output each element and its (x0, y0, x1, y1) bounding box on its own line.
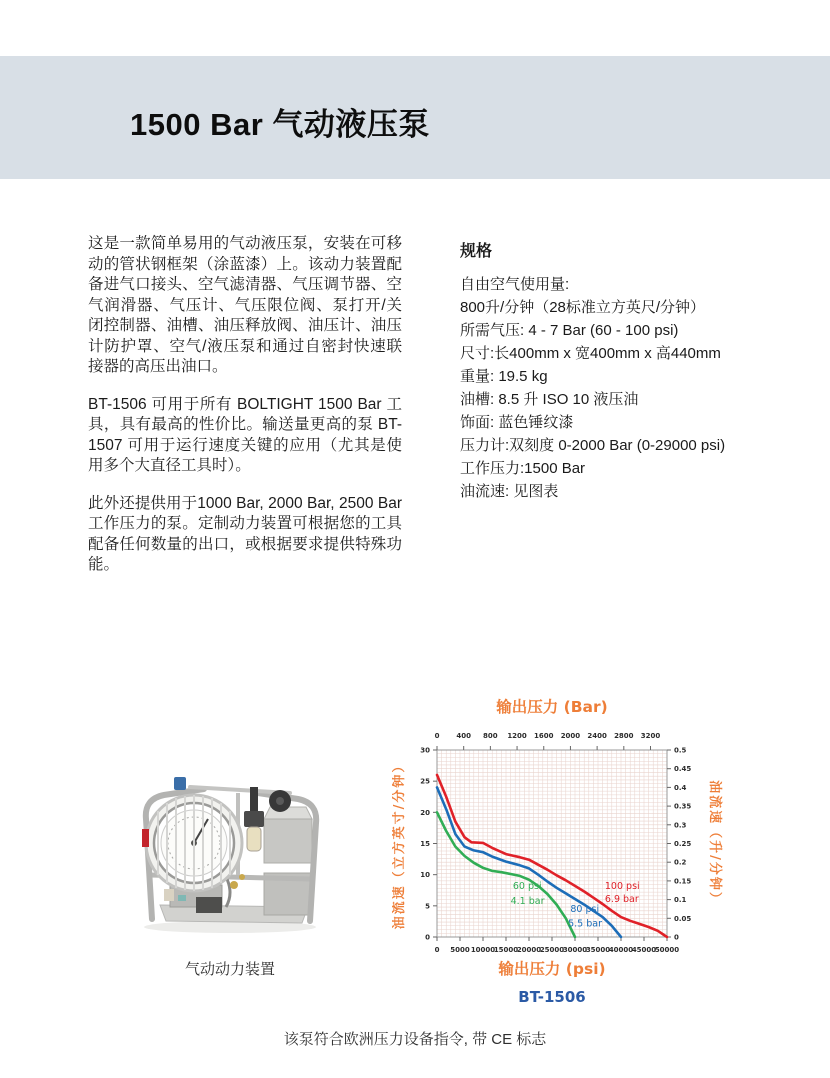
bottom-tick-label: 25000 (539, 946, 565, 954)
bottom-tick-label: 10000 (470, 946, 496, 954)
product-photo (130, 756, 330, 936)
spec-line: 工作压力:1500 Bar (460, 460, 586, 477)
top-tick-label: 3200 (640, 732, 661, 740)
bottom-tick-label: 35000 (585, 946, 611, 954)
bottom-tick-label: 45000 (631, 946, 657, 954)
header-band (0, 56, 830, 179)
curve-label: 100 psi (604, 881, 640, 893)
flow-chart (392, 690, 742, 1012)
right-tick-label: 0.2 (674, 858, 687, 867)
curve-label: 5.5 bar (568, 918, 602, 930)
specs-heading: 规格 (460, 243, 493, 260)
spec-line: 自由空气使用量: (460, 276, 570, 293)
top-tick-label: 1600 (534, 732, 554, 740)
specs-column (460, 238, 750, 503)
top-tick-label: 2000 (560, 732, 581, 740)
top-axis-title: 输出压力 (Bar) (496, 698, 608, 716)
spec-line: 压力计:双刻度 0-2000 Bar (0-29000 psi) (460, 437, 726, 454)
right-tick-label: 0.35 (674, 802, 692, 811)
page-title: 1500 Bar 气动液压泵 (130, 107, 430, 142)
pump-photo-illustration (130, 756, 330, 936)
left-axis-title: 油流速（立方英寸/分钟） (392, 757, 407, 930)
spec-line: 800升/分钟（28标准立方英尺/分钟） (460, 299, 706, 316)
left-tick-label: 5 (425, 902, 430, 911)
bottom-tick-label: 15000 (493, 946, 519, 954)
left-tick-label: 0 (425, 933, 430, 942)
right-tick-label: 0.15 (674, 877, 692, 886)
spec-line: 油流速: 见图表 (460, 483, 559, 500)
flow-chart-svg (392, 690, 742, 1012)
bottom-tick-label: 40000 (608, 946, 634, 954)
spec-line: 饰面: 蓝色锤纹漆 (460, 414, 574, 431)
spec-line: 尺寸:长400mm x 宽400mm x 高440mm (460, 345, 721, 362)
right-tick-label: 0.4 (674, 783, 687, 792)
spec-line: 所需气压: 4 - 7 Bar (60 - 100 psi) (460, 322, 679, 339)
spec-line: 重量: 19.5 kg (460, 368, 548, 385)
right-tick-label: 0.25 (674, 840, 692, 848)
pump-regulator (244, 811, 264, 827)
pump-lubricator-bowl (247, 827, 261, 851)
intro-paragraph: 这是一款简单易用的气动液压泵，安装在可移动的管状钢框架（涂蓝漆）上。该动力装置配备进气口接头、空气滤清器、气压调节器、空气润滑器、气压计、气压限位阀、泵打开/关闭控制器、油槽、油压释放阀、油压计、油压计防护罩、空气/液压泵和通过自密封快速联接器的高压出油口。 (88, 235, 402, 375)
bottom-tick-label: 5000 (450, 946, 470, 954)
right-tick-label: 0.1 (674, 896, 687, 905)
top-tick-label: 2400 (587, 732, 607, 740)
footer-note: 该泵符合欧洲压力设备指令, 带 CE 标志 (283, 1031, 547, 1048)
left-tick-label: 20 (420, 808, 430, 817)
left-tick-label: 25 (420, 777, 430, 786)
pump-oil-tank (264, 819, 312, 863)
curve-label: 6.9 bar (604, 894, 639, 906)
intro-text-column (88, 234, 402, 593)
spec-line: 油槽: 8.5 升 ISO 10 液压油 (460, 391, 639, 408)
curve-label: 60 psi (512, 881, 542, 893)
curve-label: 80 psi (570, 904, 600, 916)
top-tick-label: 2800 (614, 732, 634, 740)
left-tick-label: 30 (420, 746, 430, 755)
right-tick-label: 0.45 (674, 765, 692, 774)
top-tick-label: 1200 (507, 732, 527, 740)
right-tick-label: 0.05 (674, 914, 692, 923)
intro-paragraph: 此外还提供用于1000 Bar, 2000 Bar, 2500 Bar 工作压力的泵。定制动力装置可根据您的工具配备任何数量的出口，或根据要求提供特殊功能。 (88, 494, 402, 573)
left-tick-label: 10 (420, 871, 430, 880)
curve-label: 4.1 bar (510, 895, 545, 907)
bottom-axis-title: 输出压力 (psi) (498, 960, 606, 978)
right-tick-label: 0.3 (674, 821, 687, 830)
top-tick-label: 0 (434, 732, 440, 740)
right-tick-label: 0 (674, 933, 679, 942)
bottom-tick-label: 20000 (516, 946, 542, 954)
right-axis-title: 油流速（升/分钟） (707, 780, 722, 907)
bottom-tick-label: 0 (434, 946, 440, 954)
pump-blue-cap (174, 777, 186, 790)
left-tick-label: 15 (420, 840, 430, 848)
top-tick-label: 800 (483, 732, 498, 740)
model-label: BT-1506 (518, 988, 586, 1006)
pump-red-tag (142, 829, 149, 847)
specs-list (460, 273, 750, 503)
bottom-tick-label: 30000 (562, 946, 588, 954)
intro-paragraph: BT-1506 可用于所有 BOLTIGHT 1500 Bar 工具，具有最高的性价比。输送量更高的泵 BT-1507 可用于运行速度关键的应用（尤其是使用多个大直径工具时）。 (88, 395, 402, 474)
photo-caption: 气动动力装置 (184, 961, 275, 978)
right-tick-label: 0.5 (674, 746, 687, 755)
bottom-tick-label: 50000 (654, 946, 680, 954)
top-tick-label: 400 (456, 732, 471, 740)
